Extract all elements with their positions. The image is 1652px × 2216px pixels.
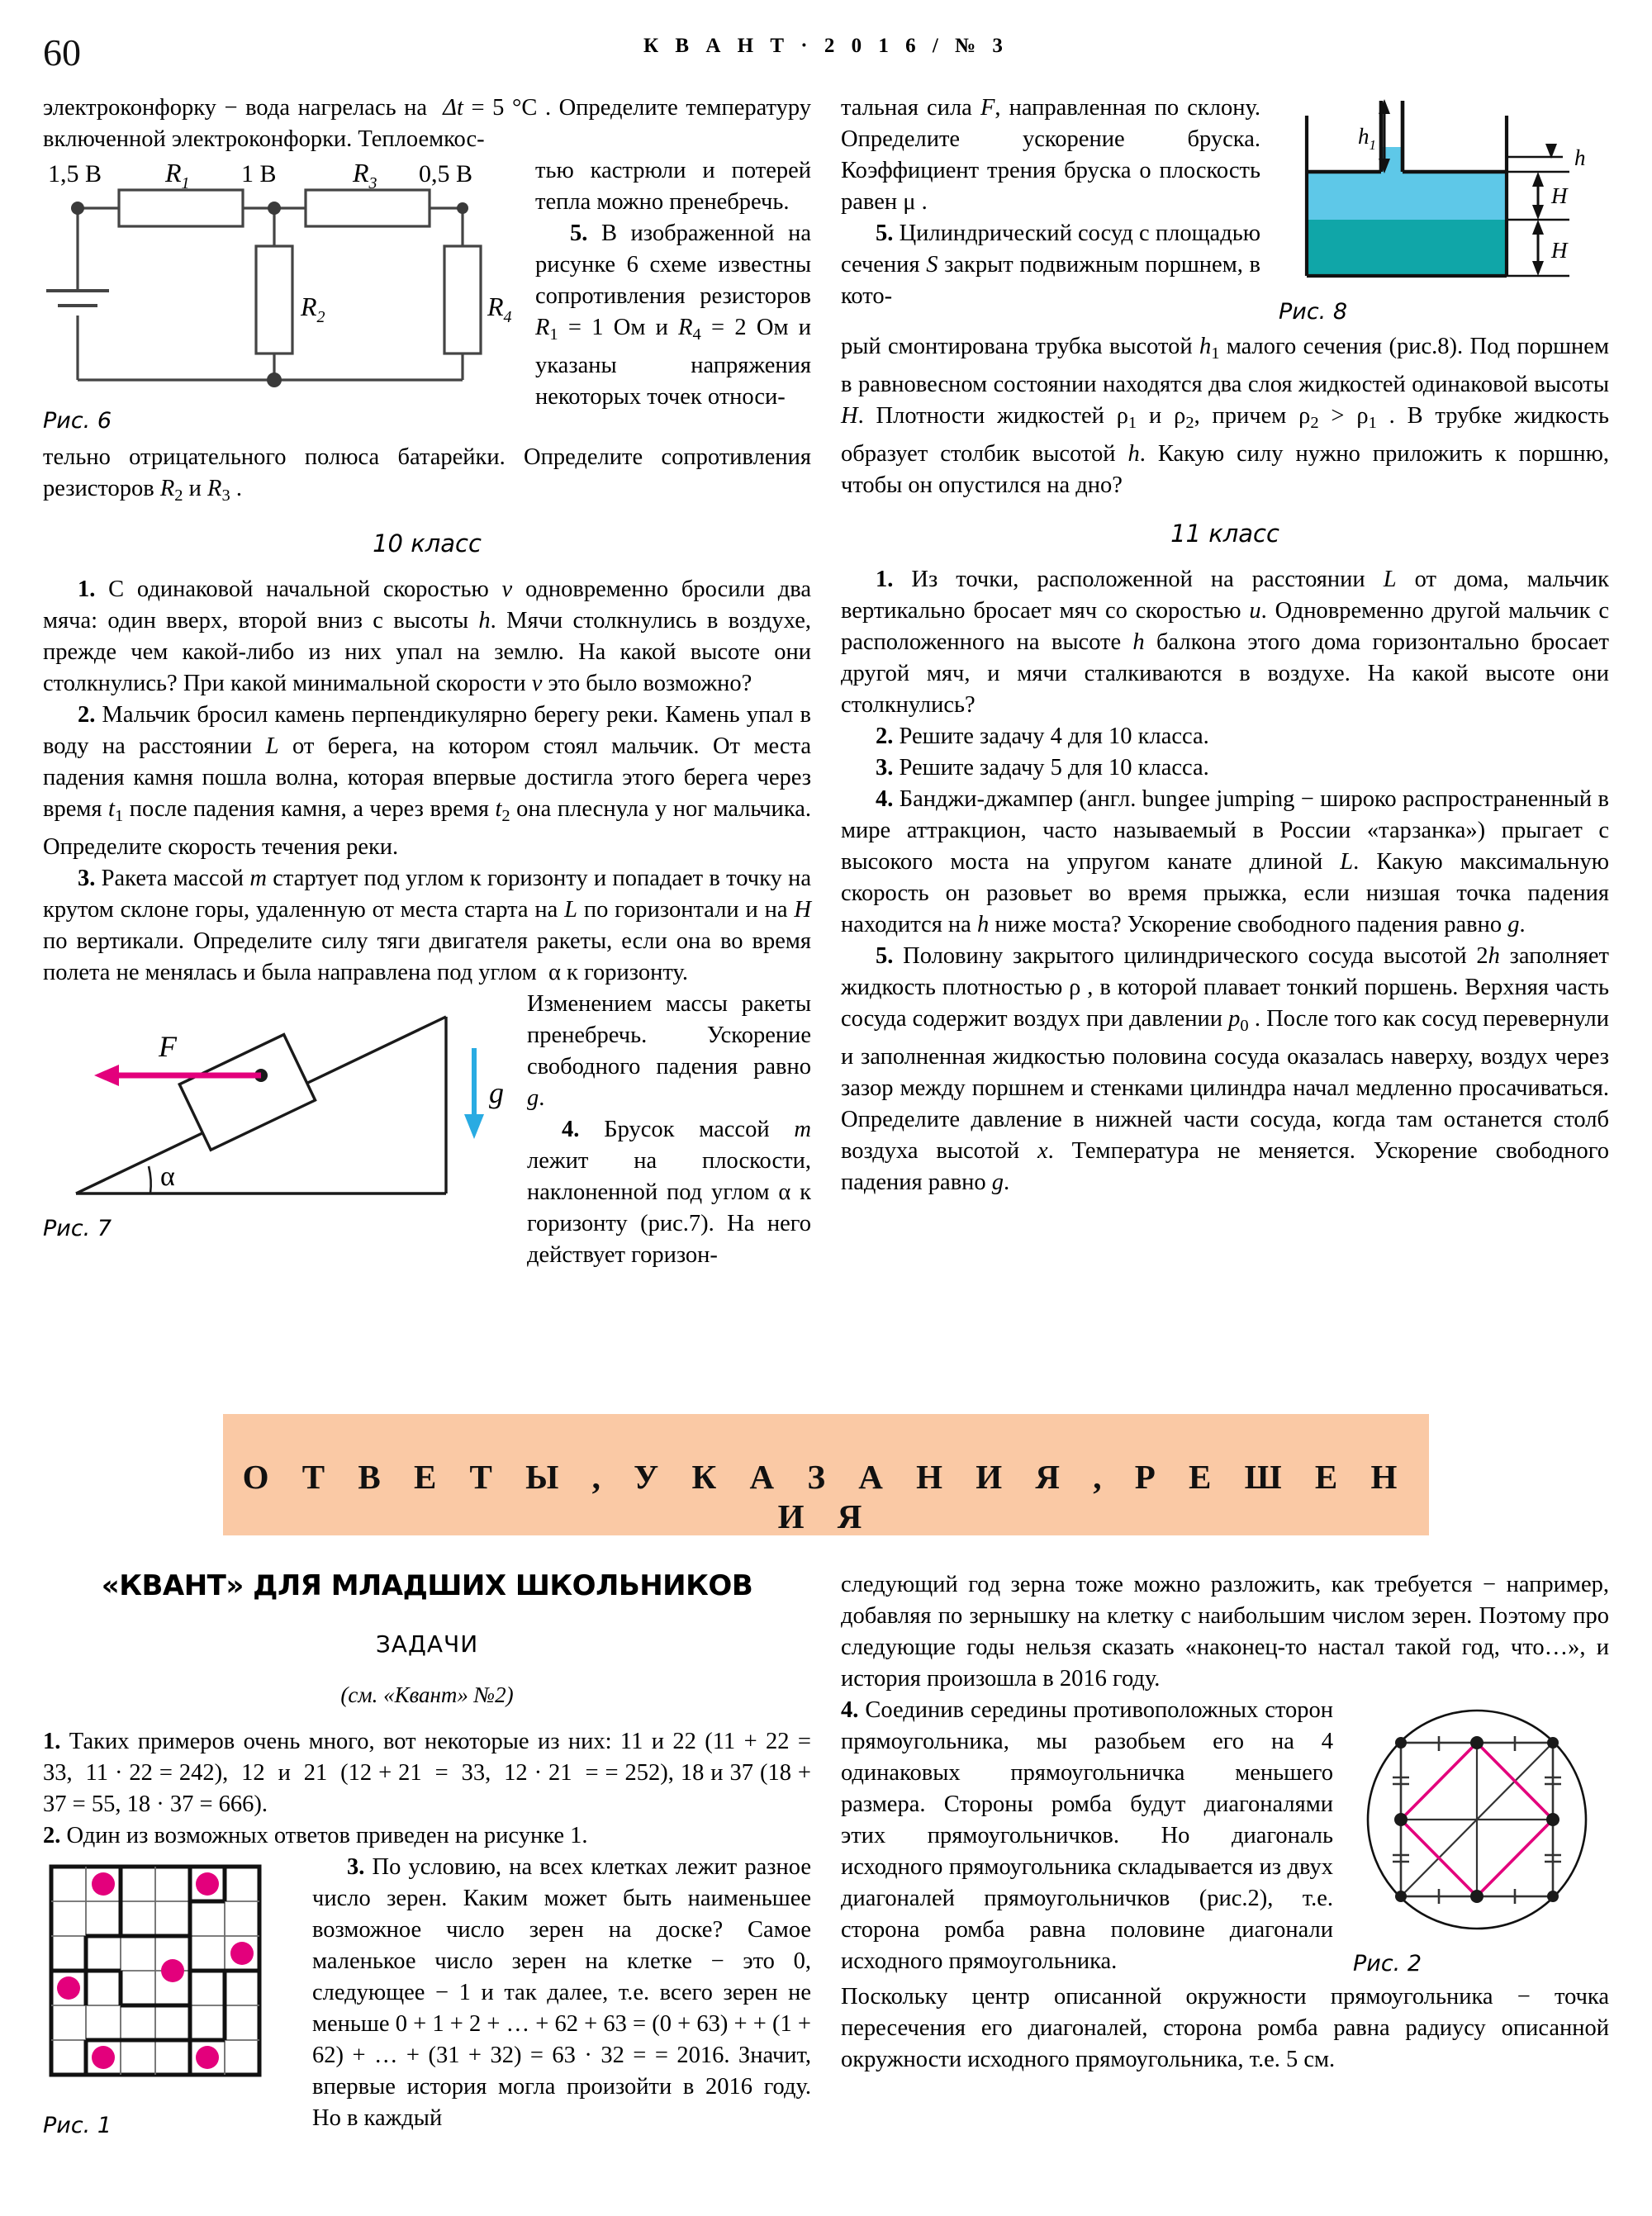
dimension-H-lower [1532, 220, 1544, 276]
piston-with-tube [1307, 101, 1507, 172]
task-4-grade10-continuation: тальная сила F, направленная по склону. Определите ускорение бруска. Коэффициент трения бруска о плоскость равен μ . [841, 95, 1260, 215]
label-r4: $R_4$ [487, 292, 512, 326]
task-3-grade10: 3. Ракета массой m стартует под углом к горизонту и попадает в точку на крутом склоне горы, удаленную от места старта на L по горизонтали и на H по вертикали. Определите силу тяги двигателя ракеты, если она во время полета не менялась и была направлена под углом α к горизонту. [43, 866, 812, 986]
answers-column-right [841, 1569, 1609, 2076]
figure-2-caption: Рис. 2 [1353, 1951, 1422, 1976]
task-5-grade9: тью кастрюли и потерей тепла можно пренебречь. 5. В изображенной на рисунке 6 схеме известны сопротивления резисторов $R_1 = 1$ Ом и $R_4 = 2$ Ом и указаны напряжения некоторых точек относи- [535, 158, 811, 410]
figure-6-caption: Рис. 6 [43, 408, 112, 434]
figure-7-caption: Рис. 7 [43, 1216, 112, 1242]
figure-8-vessel [1279, 93, 1609, 325]
task-5-grade10: 5. Цилиндрический сосуд с площадью сечения S закрыт подвижным поршнем, в кото- [841, 221, 1260, 309]
label-voltage-3: 0,5 В [419, 160, 473, 187]
task-5-grade11: 5. Половину закрытого цилиндрического сосуда высотой 2h заполняет жидкость плотностью ρ , в которой плавает тонкий поршень. Верхняя часть сосуда содержит воздух при давлении $p_0$ . После того как сосуд перевернули и заполненная жидкостью половина сосуда оказалась наверху, воздух через зазор между поршнем и стенками цилиндра начал медленно просачиваться. Определите давление в нижней части сосуда, когда там останется столб воздуха высотой x. Температура не меняется. Ускорение свободного падения равно g. [841, 943, 1610, 1196]
answer-4: 4. Соединив середины противоположных сторон прямоугольника, мы разобьем его на 4 одинаковых прямоугольничка меньшего размера. Стороны ромба будут диагоналями этих прямоугольничков. Но диагональ исходного прямоугольника складывается из двух диагоналей прямоугольничков (рис.2), т.е. сторона ромба равна половине диагонали исходного прямоугольника. [841, 1697, 1333, 1974]
label-voltage-2: 1 В [241, 160, 277, 187]
block-on-incline [179, 1035, 315, 1151]
circuit-svg [43, 160, 514, 408]
task-5-grade9-tail: тельно отрицательного полюса батарейки. Определите сопротивления резисторов $R_2$ и $R_3$ . [43, 444, 811, 505]
task-4-grade11: 4. Банджи-джампер (англ. bungee jumping − широко распространенный в мире аттракцион, часто называемый в России «тарзанка») прыгает с высокого моста на упругом канате длиной L. Какую максимальную скорость он разовьет во время прыжка, если низшая точка падения находится на h ниже моста? Ускорение свободного падения равно g. [841, 786, 1609, 938]
task-3-grade10-tail: Изменением массы ракеты пренебречь. Ускорение свободного падения равно g. [527, 991, 811, 1112]
column-left [43, 93, 811, 1271]
grade-header-10: 10 класс [373, 529, 482, 558]
figure-6-circuit [43, 160, 514, 434]
figure-1-grid [43, 1858, 291, 2138]
figure-8-caption: Рис. 8 [1279, 299, 1348, 325]
task-2-grade11: 2. Решите задачу 4 для 10 класса. [876, 724, 1209, 750]
page-number: 60 [43, 31, 81, 74]
answer-1: 1. Таких примеров очень много, вот некоторые из них: 11 и 22 (11 + 22 = 33, 11 · 22 = 242), 12 и 21 (12 + 21 = 33, 12 · 21 = = 252), 18 и 37 (18 + 37 = 55, 18 · 37 = 666). [43, 1729, 811, 1817]
paragraph-continuation: электроконфорку − вода нагрелась на Δt = 5 °C . Определите температуру включенной электроконфорки. Теплоемкос- [43, 95, 811, 152]
label-h1: $h_1$ [1358, 124, 1376, 153]
label-H-upper: H [1551, 183, 1568, 208]
gravity-arrow-g [464, 1048, 484, 1139]
label-r3: $R_3$ [353, 160, 377, 192]
running-head [0, 31, 1652, 74]
answer-3: 3. По условию, на всех клетках лежит разное число зерен. Каким может быть наименьшее возможное число зерен на доске? Самое маленькое число зерен на клетке − это 0, следующее − 1 и так далее, т.е. всего зерен не меньше 0 + 1 + 2 + … + 62 + 63 = (0 + 63) + + (1 + 62) + … + (31 + 32) = 63 · 32 = = 2016. Значит, впервые история могла произойти в 2016 году. Но в каждый [312, 1854, 811, 2131]
label-r2: $R_2$ [301, 292, 325, 326]
grid-svg [43, 1858, 281, 2106]
label-voltage-1: 1,5 В [48, 160, 102, 187]
answers-column-left [43, 1569, 811, 2143]
answer-2: 2. Один из возможных ответов приведен на рисунке 1. [43, 1823, 588, 1848]
answers-section-subtitle: ЗАДАЧИ [375, 1630, 479, 1658]
task-4-grade10: 4. Брусок массой m лежит на плоскости, наклоненной под углом α к горизонту (рис.7). На него действует горизон- [527, 1117, 811, 1269]
label-F: F [159, 1030, 177, 1064]
answers-section-title: «КВАНТ» ДЛЯ МЛАДШИХ ШКОЛЬНИКОВ [101, 1569, 753, 1602]
angle-arc [149, 1166, 151, 1193]
circle-rhombus-svg [1353, 1700, 1601, 1948]
liquid-lower [1307, 220, 1507, 276]
incline-svg [43, 997, 506, 1216]
label-h: h [1574, 145, 1586, 170]
task-2-grade10: 2. Мальчик бросил камень перпендикулярно берегу реки. Камень упал в воду на расстоянии L от берега, на котором стоял мальчик. От места падения камня пошла волна, которая впервые достигла этого берега через время $t_1$ после падения камня, а через время $t_2$ она плеснула у ног мальчика. Определите скорость течения реки. [43, 702, 812, 861]
column-right [841, 93, 1609, 1198]
answers-banner [223, 1414, 1429, 1535]
figure-2-circle [1353, 1700, 1609, 1976]
battery-symbol [46, 291, 109, 306]
answers-section-reference: (см. «Квант» №2) [340, 1682, 514, 1707]
figure-7-incline [43, 997, 506, 1241]
journal-title: К В А Н Т · 2 0 1 6 / № 3 [643, 35, 1009, 57]
grade-header-11: 11 класс [1170, 520, 1279, 548]
label-H-lower: H [1551, 238, 1568, 263]
liquid-upper [1307, 172, 1507, 220]
figure-1-caption: Рис. 1 [43, 2113, 112, 2138]
dimension-H-upper [1532, 172, 1544, 220]
label-r1: $R_1$ [165, 160, 190, 192]
answer-4-continuation: Поскольку центр описанной окружности прямоугольника − точка пересечения его диагоналей, сторона ромба равна радиусу описанной окружности исходного прямоугольника, т.е. 5 см. [841, 1984, 1609, 2072]
task-3-grade11: 3. Решите задачу 5 для 10 класса. [876, 755, 1209, 781]
task-1-grade10: 1. С одинаковой начальной скоростью v одновременно бросили два мяча: один вверх, второй вниз с высоты h. Мячи столкнулись в воздухе, прежде чем какой-либо из них упал на землю. На какой высоте они столкнулись? При какой минимальной скорости v это было возможно? [43, 577, 811, 697]
vessel-svg [1279, 93, 1609, 299]
label-g: g [489, 1076, 504, 1110]
task-5-grade10-tail: рый смонтирована трубка высотой $h_1$ малого сечения (рис.8). Под поршнем в равновесном состоянии находятся два слоя жидкостей одинаковой высоты H. Плотности жидкостей $\rho_1$ и $\rho_2$, причем $\rho_2 > \rho_1$ . В трубке жидкость образует столбик высотой h. Какую силу нужно приложить к поршню, чтобы он опустился на дно? [841, 334, 1609, 499]
answers-banner-title: О Т В Е Т Ы , У К А З А Н И Я , Р Е Ш Е Н И Я [242, 1458, 1410, 1535]
label-alpha: α [160, 1161, 175, 1193]
task-1-grade11: 1. Из точки, расположенной на расстоянии L от дома, мальчик вертикально бросает мяч со скоростью u. Одновременно другой мальчик с расположенного на высоте h балкона этого дома горизонтально бросает другой мяч, и мячи сталкиваются в воздухе. На какой высоте они столкнулись? [841, 567, 1609, 719]
answer-3-continuation: следующий год зерна тоже можно разложить, как требуется − например, добавляя по зернышку на клетку с наибольшим числом зерен. Поэтому про следующие годы нельзя сказать «наконец-то настал такой год, что…», и история произошла в 2016 году. [841, 1572, 1609, 1692]
